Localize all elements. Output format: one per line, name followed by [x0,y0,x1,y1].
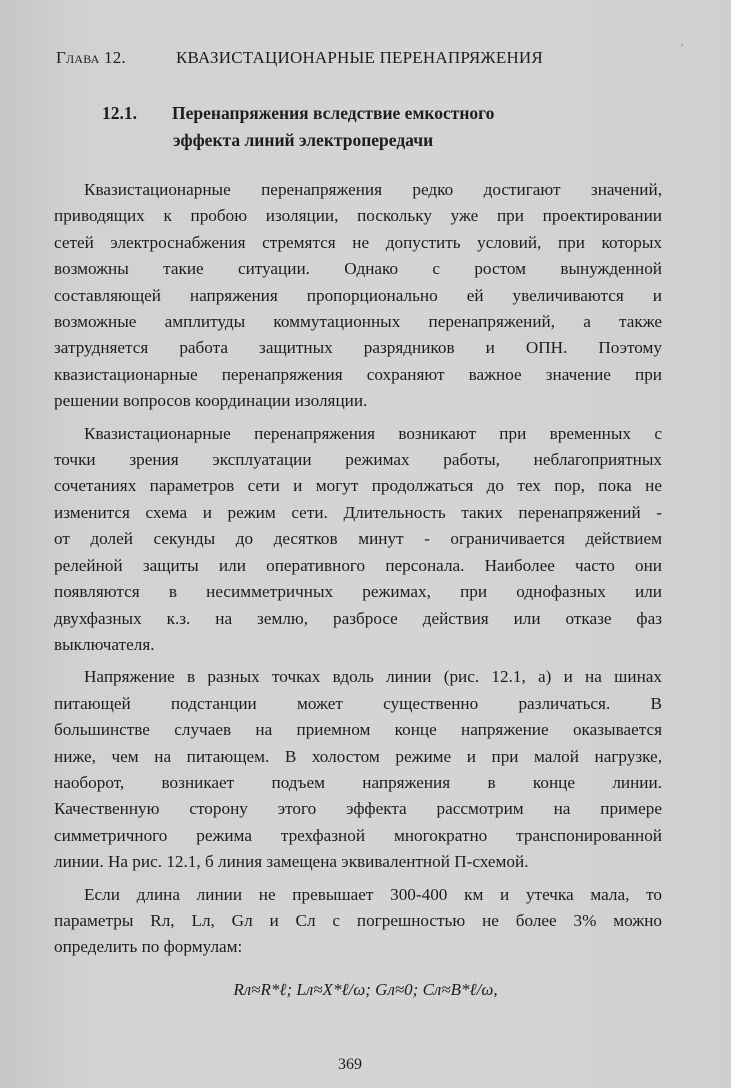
body-text [54,177,662,967]
text-line: параметры Rл, Lл, Gл и Cл с погрешностью не более 3% можно [54,910,662,930]
text-line: Напряжение в разных точках вдоль линии (рис. 12.1, а) и на шинах [84,667,662,687]
text-line: изменится схема и режим сети. Длительность таких перенапряжений - [54,502,662,522]
formula: Rл≈R*ℓ; Lл≈X*ℓ/ω; Gл≈0; Cл≈B*ℓ/ω, [233,980,498,999]
text-line: точки зрения эксплуатации режимах работы, неблагоприятных [54,450,662,470]
text-line: Квазистационарные перенапряжения редко достигают значений, [84,180,662,199]
text-line: от долей секунды до десятков минут - ограничивается действием [54,529,662,549]
text-line: питающей подстанции может существенно различаться. В [54,693,662,713]
text-line: определить по формулам: [54,937,243,957]
chapter-number: Глава 12. [56,48,126,67]
text-line: двухфазных к.з. на землю, разбросе действия или отказе фаз [54,608,662,628]
text-line: сочетаниях параметров сети и могут продолжаться до тех пор, пока не [54,476,662,496]
text-line: релейной защиты или оперативного персонала. Наиболее часто они [54,555,662,575]
section-number: 12.1. [102,103,137,123]
text-line: возможны такие ситуации. Однако с ростом вынужденной [54,259,662,279]
text-line: решении вопросов координации изоляции. [54,391,368,411]
text-line: сетей электроснабжения стремятся не допустить условий, при которых [54,232,662,252]
section-title [172,100,592,154]
text-line: Если длина линии не превышает 300-400 км и утечка мала, то [84,884,662,904]
text-line: симметричного режима трехфазной многократно транспонированной [54,825,662,845]
text-line: линии. На рис. 12.1, б линия замещена эквивалентной П-схемой. [54,852,529,872]
text-line: ниже, чем на питающем. В холостом режиме и при малой нагрузке, [54,746,662,766]
text-line: появляются в несимметричных режимах, при однофазных или [54,582,662,602]
text-line: приводящих к пробою изоляции, поскольку уже при проектировании [54,206,662,226]
text-line: возможные амплитуды коммутационных перенапряжений, а также [54,312,662,332]
text-line: квазистационарные перенапряжения сохраняют важное значение при [54,364,662,384]
text-line: наоборот, возникает подъем напряжения в конце линии. [54,772,662,792]
section-title-line-2: эффекта линий электропередачи [173,130,434,150]
text-line: затрудняется работа защитных разрядников и ОПН. Поэтому [54,338,662,358]
chapter-title: КВАЗИСТАЦИОНАРНЫЕ ПЕРЕНАПРЯЖЕНИЯ [176,48,543,67]
text-line: Квазистационарные перенапряжения возникают при временных с [84,423,662,443]
text-line: составляющей напряжения пропорционально ей увеличиваются и [54,285,662,305]
paragraph-4 [54,882,662,961]
paragraph-2 [54,421,662,659]
paragraph-3 [54,664,662,875]
section-title-line-1: Перенапряжения вследствие емкостного [172,103,495,123]
text-line: Качественную сторону этого эффекта рассмотрим на примере [54,799,662,819]
paragraph-1 [54,177,662,415]
scan-speck [681,44,683,46]
text-line: большинстве случаев на приемном конце напряжение оказывается [54,720,662,740]
text-line: выключателя. [54,634,155,654]
chapter-heading [56,48,543,68]
page-number: 369 [338,1056,362,1073]
